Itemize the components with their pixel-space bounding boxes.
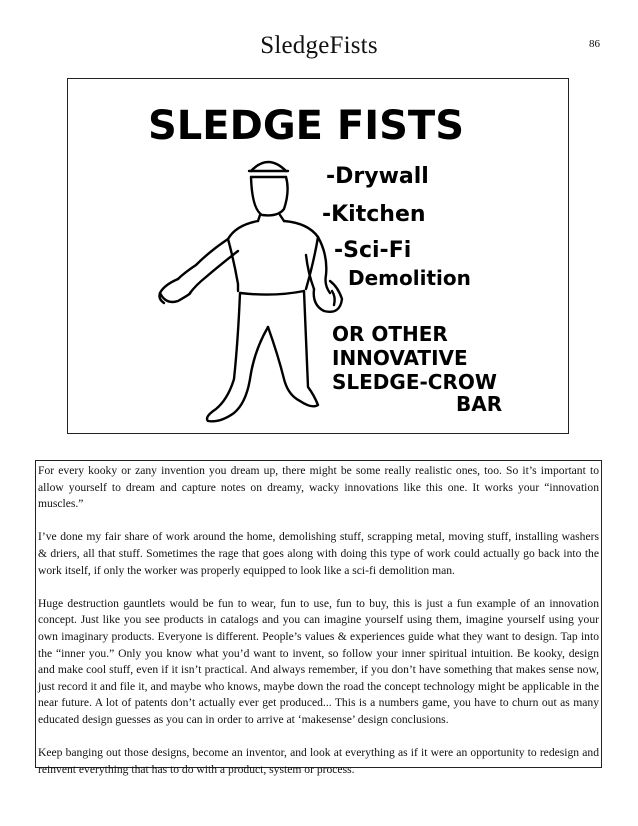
sketch-list-item: Demolition <box>348 266 471 290</box>
sketch-heading: SLEDGE FISTS <box>148 103 465 149</box>
body-paragraph: I’ve done my fair share of work around the home, demolishing stuff, scrapping metal, moving stuff, installing washers & driers, all that stuff. Sometimes the rage that goes along with doing this type of work could actually go back into the work itself, if only the worker was properly equipped to look like a sci-fi demolition man. <box>38 530 599 577</box>
figure-leg-left <box>207 293 268 421</box>
page-title: SledgeFists <box>260 32 378 59</box>
body-paragraph: Keep banging out those designs, become an inventor, and look at everything as if it were an opportunity to redesign and reinvent everything that has to do with a product, system or process. <box>38 746 599 776</box>
sketch-list <box>322 164 471 290</box>
figure-hood <box>251 162 286 171</box>
sketch-note <box>332 322 502 416</box>
body-text-box <box>35 460 602 776</box>
gauntlet-left <box>160 279 190 302</box>
page-number: 86 <box>589 38 600 50</box>
sketch-note-line: BAR <box>456 392 503 416</box>
figure-leg-right <box>268 291 318 406</box>
sketch-note-line: OR OTHER <box>332 322 448 346</box>
figure-torso-right <box>284 221 318 289</box>
sketch-list-item: -Drywall <box>326 164 429 189</box>
body-paragraph: Huge destruction gauntlets would be fun to wear, fun to use, fun to buy, this is just a fun example of an innovation concept. Just like you see products in catalogs and you can imagine yourself using them, imagine yourself using your own imaginary products. Everyone is different. People’s values & experiences guide what they want to design. Tap into the “inner you.” Only you know what you’d want to invent, so follow your inner spiritual intuition. Be kooky, design and make cool stuff, even if it isn’t practical. And always remember, if you don’t have something that makes sense now, just record it and file it, and maybe who knows, maybe down the road the concept technology might be applicable in the near future. A lot of patents don’t actually ever get produced... This is a numbers game, you have to churn out as many educated design guesses as you can in order to arrive at ‘makesense’ design conclusions. <box>38 596 599 726</box>
sketch-note-line: SLEDGE-CROW <box>332 370 497 394</box>
sketch-drawing <box>68 79 570 435</box>
gauntlet-right <box>314 281 342 312</box>
sketch-note-line: INNOVATIVE <box>332 346 468 370</box>
figure-sketch <box>160 162 343 421</box>
sketch-illustration <box>67 78 569 434</box>
sketch-list-item: -Sci-Fi <box>334 238 412 263</box>
body-paragraph: For every kooky or zany invention you dream up, there might be some really realistic ones, too. So it’s important to allow yourself to dream and capture notes on dreamy, wacky innovations like this one. It works your “innovation muscles.” <box>38 464 599 511</box>
sketch-list-item: -Kitchen <box>322 202 426 227</box>
